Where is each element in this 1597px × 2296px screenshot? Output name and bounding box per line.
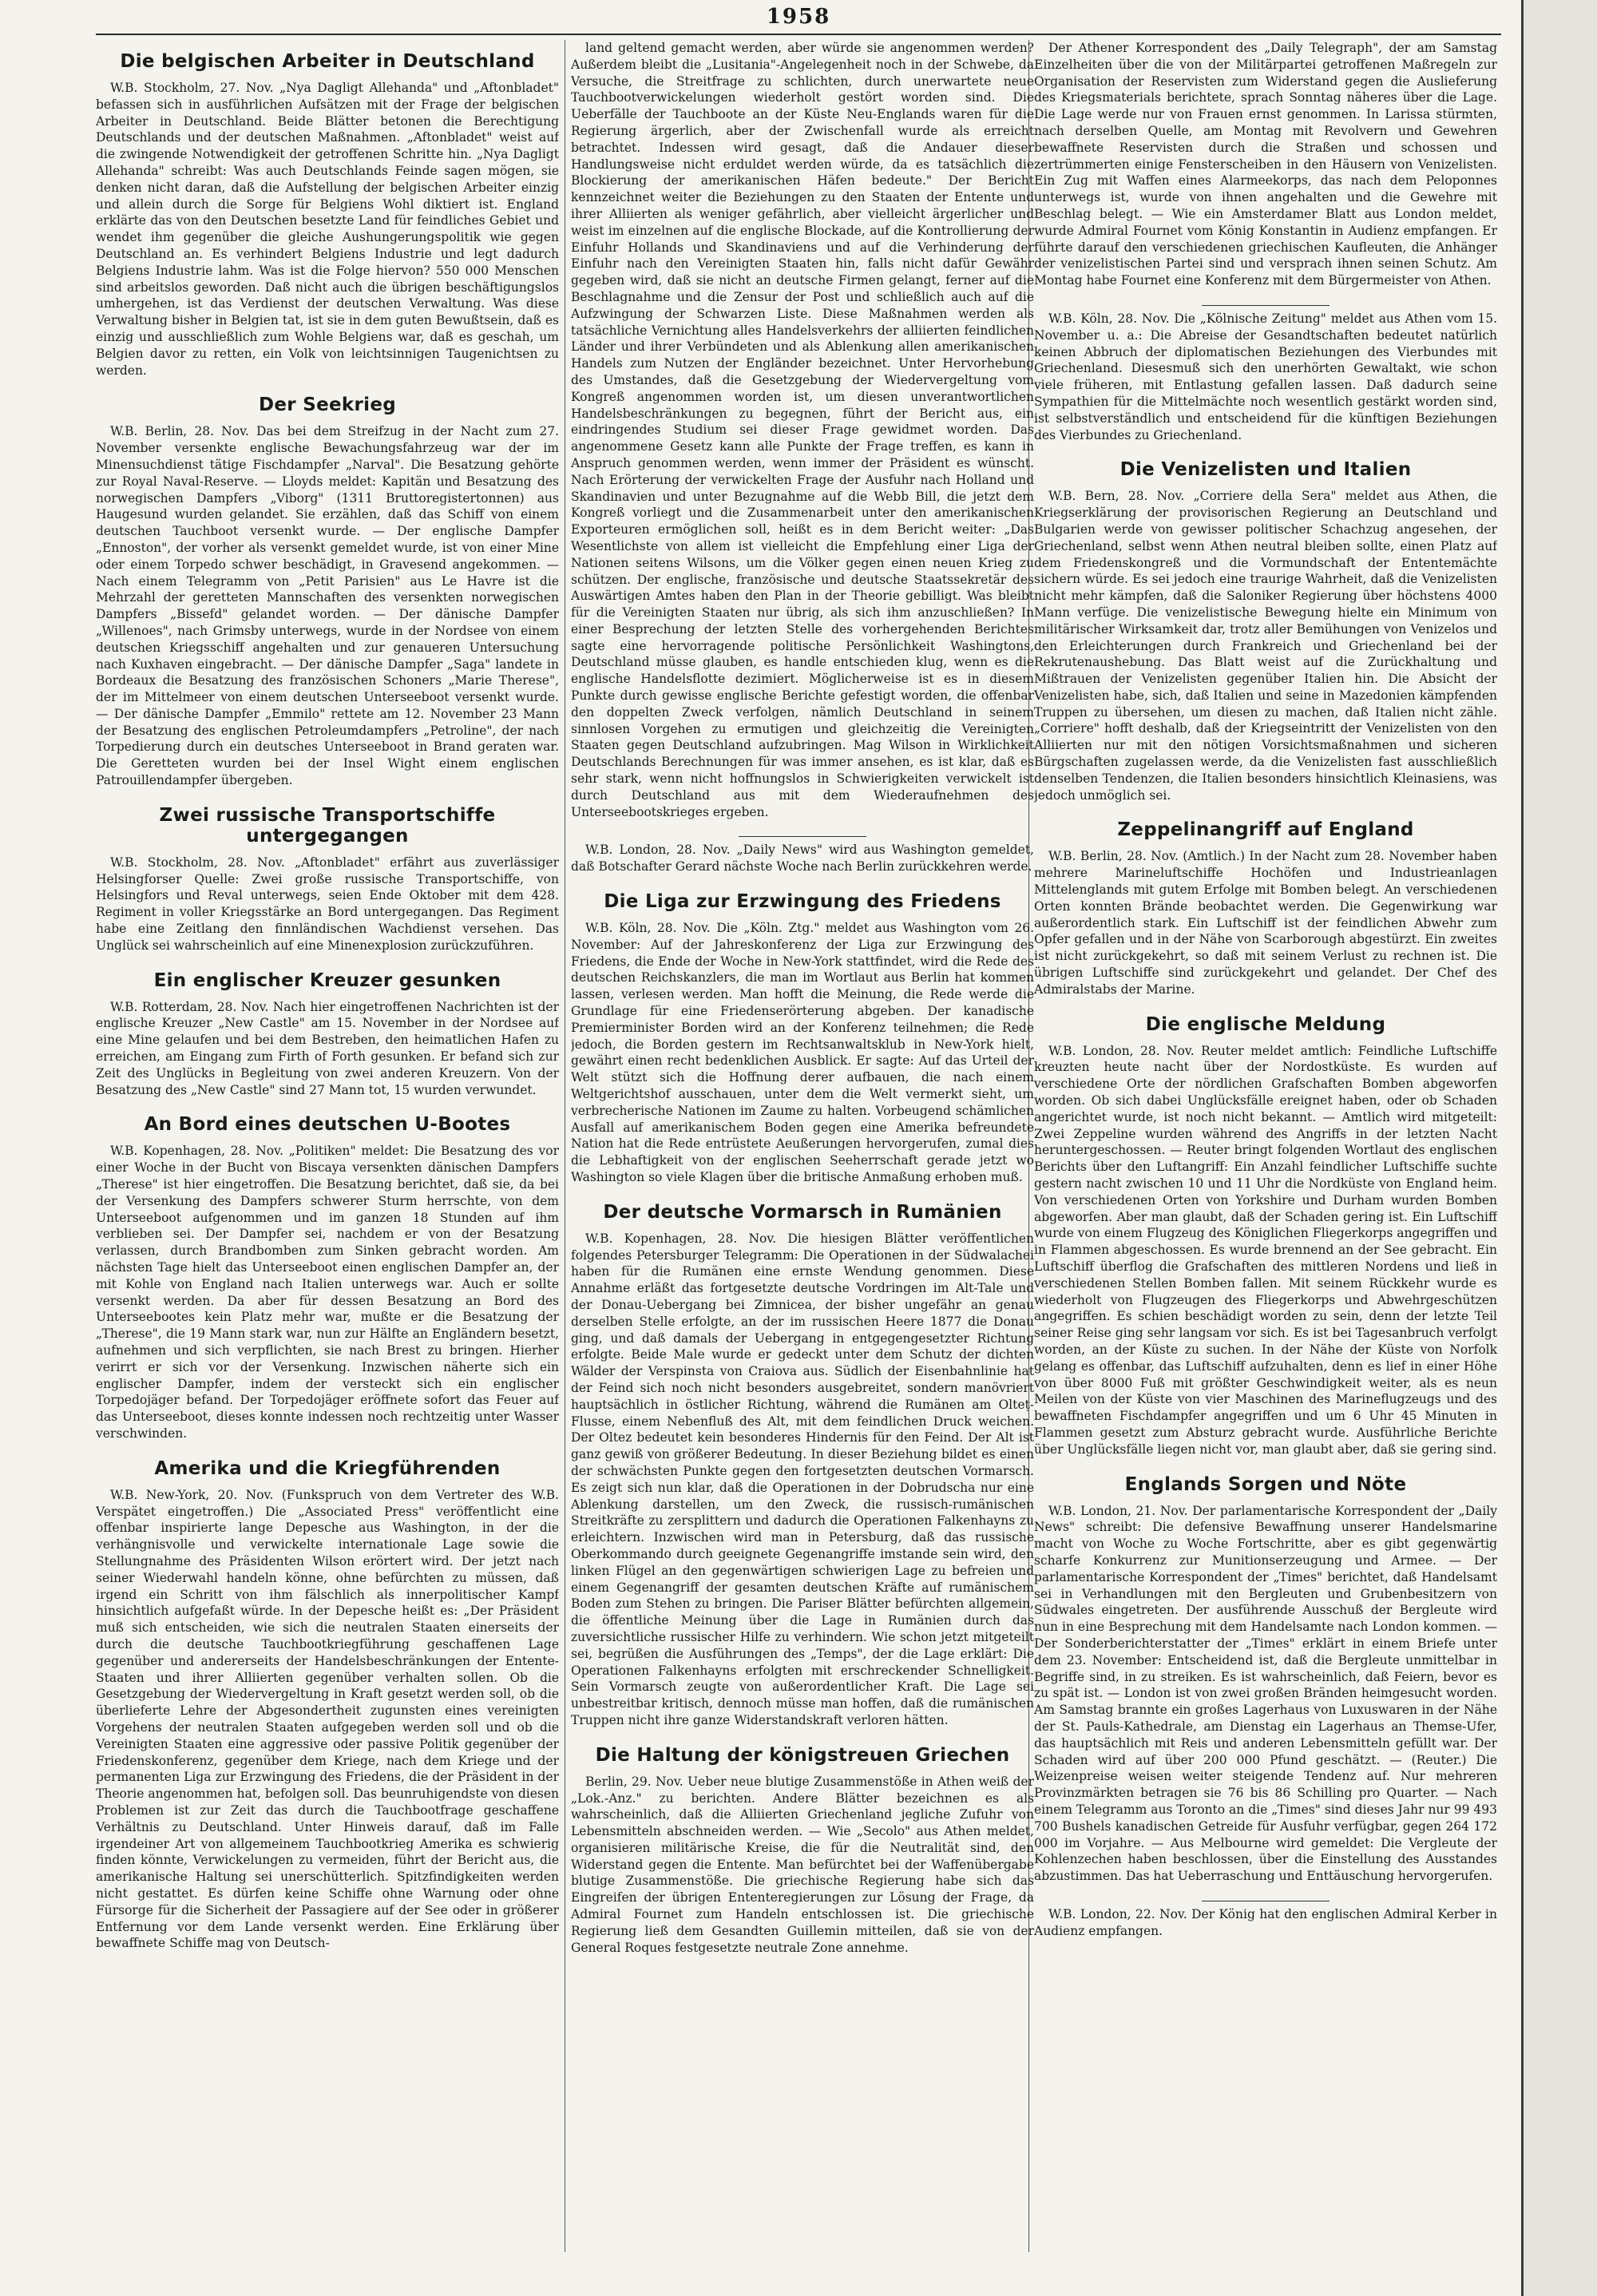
article xyxy=(1034,40,1497,289)
article-headline: Die Liga zur Erzwingung des Friedens xyxy=(604,891,1001,913)
article-body: W.B. Kopenhagen, 28. Nov. „Politiken" meldet: Die Besatzung des vor einer Woche in der Bucht von Biscaya versenkten dänischen Dampfers „Therese" ist hier eingetroffen. Die Besatzung berichtet, daß sie, da bei der Versenkung des Dampfers schwerer Sturm herrschte, von dem Unterseeboot aufgenommen und im ganzen 18 Stunden auf ihm verblieben sei. Der Dampfer sei, nachdem er von der Besatzung verlassen, durch Brandbomben zum Sinken gebracht worden. Am nächsten Tage hielt das Unterseeboot einen englischen Dampfer an, der mit Kohle von England nach Italien unterwegs war. Auch er sollte versenkt werden. Da aber für dessen Besatzung an Bord des Unterseebootes kein Platz mehr war, mußte er die Besatzung der „Therese", die 19 Mann stark war, nun zur Hälfte an Engländern besetzt, aufnehmen und sich verpflichten, sie nach Brest zu bringen. Hierher verirrt er sich vor der Versenkung. Inzwischen näherte sich ein englischer Dampfer, indem der versteckt sich ein englischer Torpedojäger befand. Der Torpedojäger eröffnete sofort das Feuer auf das Unterseeboot, dieses konnte indessen noch rechtzeitig unter Wasser verschwinden. xyxy=(96,1144,559,1441)
article-body: W.B. Stockholm, 27. Nov. „Nya Dagligt Allehanda" und „Aftonbladet" befassen sich in ausführlichen Aufsätzen mit der Frage der belgischen Arbeiter in Deutschland. Beide Blätter betonen die Berechtigung Deutschlands und der deutschen Maßnahmen. „Aftonbladet" weist auf die zwingende Notwendigkeit der getroffenen Schritte hin. „Nya Dagligt Allehanda" schreibt: Was auch Deutschlands Feinde sagen mögen, sie denken nicht daran, daß die Aufstellung der belgischen Arbeiter einzig und allein durch die Sorge für Belgiens Wohl diktiert ist. England erklärte das von den Deutschen besetzte Land für feindliches Gebiet und wendet ihm gegenüber die gleiche Aushungerungspolitik wie gegen Deutschland an. Es verhindert Belgiens Industrie und legt dadurch Belgiens Industrie lahm. Was ist die Folge hiervon? 550 000 Menschen sind arbeitslos geworden. Daß nicht auch die übrigen beschäftigungslos umhergehen, ist das Verdienst der deutschen Verwaltung. Was diese Verwaltung bisher in Belgien tat, ist sie in dem guten Bewußtsein, daß es einzig und ausschließlich zum Wohle Belgiens war, daß es geschah, um Belgien davor zu retten, ein Volk von leichtsinnigen Taugenichtsen zu werden. xyxy=(96,81,559,378)
article-headline: Der deutsche Vormarsch in Rumänien xyxy=(603,1201,1002,1223)
page-number: 1958 xyxy=(766,5,831,29)
article-body: W.B. New-York, 20. Nov. (Funkspruch von dem Vertreter des W.B. Verspätet eingetroffen.) Die „Associated Press" veröffentlicht eine offenbar inspirierte lange Depesche aus Washington, in der die verhängnisvolle und verwickelte internationale Lage sowie die Stellungnahme des Präsidenten Wilson erörtert wird. Der jetzt nach seiner Wiederwahl handeln könne, ohne befürchten zu müssen, daß irgend ein Schritt von ihm fälschlich als innerpolitischer Kampf hinsichtlich aufgefaßt würde. In der Depesche heißt es: „Der Präsident muß sich entscheiden, wie sich die neutralen Staaten einerseits der durch die deutsche Tauchbootkriegführung geschaffenen Lage gegenüber und andererseits der Handelsbeschränkungen der Entente-Staaten und ihrer Alliierten gegenüber verhalten sollen. Ob die Gesetzgebung der Wiedervergeltung in Kraft gesetzt werden soll, ob die überlieferte Lehre der Abgesondertheit zugunsten eines vereinigten Vorgehens der neutralen Staaten aufgegeben werden soll und ob die Vereinigten Staaten eine aggressive oder passive Politik gegenüber der Friedenskonferenz, gegenüber dem Kriege, nach dem Kriege und der permanenten Liga zur Erzwingung des Friedens, die der Präsident in der Theorie angenommen hat, befolgen soll. Das beunruhigendste von diesen Problemen ist zur Zeit das durch die Tauchbootfrage geschaffene Verhältnis zu Deutschland. Unter Hinweis darauf, daß im Falle irgendeiner Art von allgemeinem Tauchbootkrieg Amerika es schwierig finden könnte, Verwickelungen zu vermeiden, führt der Bericht aus, die amerikanische Haltung sei unerschütterlich. Spitzfindigkeiten werden nicht gestattet. Es dürfen keine Schiffe ohne Warnung oder ohne Fürsorge für die Sicherheit der Passagiere auf der See oder in größerer Entfernung vor dem Lande versenkt werden. Eine Erklärung über bewaffnete Schiffe mag von Deutsch- xyxy=(96,1487,559,1951)
article-body: W.B. Bern, 28. Nov. „Corriere della Sera" meldet aus Athen, die Kriegserklärung der provisorischen Regierung an Deutschland und Bulgarien werde von gewisser politischer Schachzug angesehen, der Griechenland, selbst wenn Athen neutral bleiben sollte, einen Platz auf dem Friedenskongreß und die Vormundschaft der Ententemächte sichern würde. Es sei jedoch eine traurige Wahrheit, daß die Venizelisten nicht mehr kämpfen, daß die Saloniker Regierung über höchstens 4000 Mann verfüge. Die venizelistische Bewegung hielte ein Minimum von militärischer Wirksamkeit dar, trotz aller Bemühungen von Venizelos und den Erleichterungen durch Frankreich und Griechenland bei der Rekrutenaushebung. Das Blatt weist auf die Zurückhaltung und Mißtrauen der Venizelisten gegenüber Italien hin. Die Absicht der Venizelisten habe, sich, daß Italien und seine in Mazedonien kämpfenden Truppen zu übersehen, um diesen zu machen, daß Italien nicht zähle. „Corriere" hofft deshalb, daß der Kriegseintritt der Venizelisten von den Alliierten nur mit den nötigen Vorsichtsmaßnahmen und sicheren Bürgschaften zugelassen werde, da die Venizelisten fast ausschließlich denselben Tendenzen, die Italien besonders hinsichtlich Kleinasiens, was jedoch unmöglich sei. xyxy=(1034,489,1497,803)
article-body: land geltend gemacht werden, aber würde sie angenommen werden? Außerdem bleibt die „Lusitania"-Angelegenheit noch in der Schwebe, da Versuche, die Streitfrage zu schlichten, durch unerwartete neue Tauchbootverwickelungen wiederholt gestört worden sind. Die Ueberfälle der Tauchboote an der Küste Neu-Englands waren für die Regierung ärgerlich, aber der Zwischenfall wurde als erreicht betrachtet. Indessen wird gesagt, daß die Andauer dieser Handlungsweise nicht erduldet werden würde, da es tatsächlich die Blockierung der amerikanischen Häfen bedeute." Der Bericht kennzeichnet weiter die Beziehungen zu den Staaten der Entente und ihrer Alliierten als weniger gefährlich, aber vielleicht ärgerlicher und weist im einzelnen auf die englische Blockade, auf die Kontrollierung der Einfuhr Hollands und Skandinaviens und auf die Verhinderung der Einfuhr nach den Vereinigten Staaten hin, falls nicht dafür Gewähr gegeben wird, daß sie nicht an deutsche Firmen gelangt, ferner auf die Beschlagnahme und die Zensur der Post und schließlich auch auf die Aufzwingung der Schwarzen Liste. Diese Maßnahmen werden als tatsächliche Vernichtung alles Handelsverkehrs der alliierten feindlichen Länder und ihrer Verbündeten und als Ablenkung allen amerikanischen Handels zum Nutzen der Engländer bezeichnet. Unter Hervorhebung des Umstandes, daß die Gesetzgebung der Wiedervergeltung vom Kongreß angenommen worden ist, um diesen unverantwortlichen Handelsbeschränkungen zu begegnen, führt der Bericht aus, ein eindringendes Studium sei dieser Frage gewidmet worden. Das angenommene Gesetz kann alle Punkte der Frage treffen, es kann in Anspruch genommen werden, wenn immer der Präsident es wünscht. Nach Erörterung der verwickelten Frage der Ausfuhr nach Holland und Skandinavien und unter Bezugnahme auf die Webb Bill, die jetzt dem Kongreß vorliegt und die Zusammenarbeit unter den amerikanischen Exporteuren ermöglichen soll, heißt es in dem Bericht weiter: „Das Wesentlichste von allem ist vielleicht die Empfehlung einer Liga der Nationen seitens Wilsons, um die Völker gegen einen neuen Krieg zu schützen. Der englische, französische und deutsche Staatssekretär des Auswärtigen Amtes haben den Plan in der Theorie gebilligt. Was bleibt für die Vereinigten Staaten nur übrig, als sich ihm anzuschließen? In einer Besprechung der letzten Stelle des vorhergehenden Berichtes sagte eine hervorragende politische Persönlichkeit Washingtons, Deutschland müsse glauben, es handle entschieden klug, wenn es die englische Handelsflotte dezimiert. Möglicherweise ist es in diesem Punkte durch gewisse englische Berichte gefestigt worden, die offenbar den doppelten Zweck verfolgen, nämlich Deutschland in seinem sinnlosen Vorgehen zu ermutigen und gleichzeitig die Vereinigten Staaten gegen Deutschland aufzubringen. Mag Wilson in Wirklichkeit Deutschlands Berechnungen für was immer ansehen, es ist klar, daß es sehr stark, wenn nicht hoffnungslos in Schwierigkeiten verwickelt ist durch Deutschland aus mit dem Wiederaufnehmen des Unterseebootskrieges ergeben. xyxy=(571,41,1034,819)
article-headline: Amerika und die Kriegführenden xyxy=(154,1457,501,1479)
article-headline: Die belgischen Arbeiter in Deutschland xyxy=(120,51,535,72)
article-body: Berlin, 29. Nov. Ueber neue blutige Zusammenstöße in Athen weiß der „Lok.-Anz." zu berichten. Andere Blätter bezeichnen es als wahrscheinlich, daß die Alliierten Griechenland jegliche Zufuhr von Lebensmitteln abschneiden werden. — Wie „Secolo" aus Athen meldet, organisieren militärische Kreise, die für die Neutralität sind, den Widerstand gegen die Entente. Man befürchtet bei der Waffenübergabe blutige Zusammenstöße. Die griechische Regierung habe sich das Eingreifen der übrigen Ententeregierungen zur Lösung der Frage, da Admiral Fournet zum Handeln entschlossen ist. Die griechische Regierung ließ dem Gesandten Guillemin mitteilen, daß sie von der General Roques festgesetzte neutrale Zone annehme. xyxy=(571,1774,1034,1955)
article xyxy=(571,1745,1034,1957)
article xyxy=(96,395,559,789)
article-headline: Englands Sorgen und Nöte xyxy=(1124,1473,1407,1495)
column-right xyxy=(1034,40,1497,2252)
article-body: W.B. London, 21. Nov. Der parlamentarische Korrespondent der „Daily News" schreibt: Die defensive Bewaffnung unserer Handelsmarine macht von Woche zu Woche Fortschritte, aber es gibt gegenwärtig scharfe Konkurrenz zur Munitionserzeugung und Armee. — Der parlamentarische Korrespondent der „Times" berichtet, daß Handelsamt sei in Verhandlungen mit den Bergleuten und Grubenbesitzern von Südwales eingetreten. Der ausführende Ausschuß der Bergleute wird nun in eine Besprechung mit dem Handelsamte nach London kommen. — Der Sonderberichterstatter der „Times" erklärt in einem Briefe unter dem 23. November: Entscheidend ist, daß die Bergleute unmittelbar in Begriffe sind, in zu streiken. Es ist wahrscheinlich, daß Feiern, bevor es zu spät ist. — London ist von zwei großen Bränden heimgesucht worden. Am Samstag brannte ein großes Lagerhaus von Luxuswaren in der Nähe der St. Pauls-Kathedrale, am Dienstag ein Lagerhaus an Themse-Ufer, das hauptsächlich mit Reis und anderen Lebensmitteln gefüllt war. Der Schaden wird auf über 200 000 Pfund geschätzt. — (Reuter.) Die Weizenpreise weisen weiter steigende Tendenz auf. Nur mehreren Provinzmärkten betragen sie 76 bis 86 Schilling pro Quarter. — Nach einem Telegramm aus Toronto an die „Times" sind dieses Jahr nur 99 493 700 Bushels kanadischen Getreide für Ausfuhr verfügbar, gegen 264 172 000 im Vorjahre. — Aus Melbourne wird gemeldet: Die Vergleute der Kohlenzechen haben beschlossen, über die Einstellung des Ausstandes abzustimmen. Das hat Ueberraschung und Enttäuschung hervorgerufen. xyxy=(1034,1503,1497,1884)
article-headline: Der Seekrieg xyxy=(259,395,396,416)
article-body: W.B. Berlin, 28. Nov. Das bei dem Streifzug in der Nacht zum 27. November versenkte englische Bewachungsfahrzeug war der im Minensuchdienst tätige Fischdampfer „Narval". Die Besatzung gehörte zur Royal Naval-Reserve. — Lloyds meldet: Kapitän und Besatzung des norwegischen Dampfers „Viborg" (1311 Bruttoregistertonnen) aus Haugesund wurden gelandet. Sie erzählen, daß das Schiff von einem deutschen Tauchboot versenkt wurde. — Der englische Dampfer „Ennoston", der vorher als versenkt gemeldet wurde, ist von einer Mine oder einem Torpedo schwer beschädigt, in Gravesend angekommen. — Nach einem Telegramm von „Petit Parisien" aus Le Havre ist die Mehrzahl der geretteten Mannschaften des versenkten norwegischen Dampfers „Bissefd" gelandet worden. — Der dänische Dampfer „Willenoes", nach Grimsby unterwegs, wurde in der Nordsee von einem deutschen Kriegsschiff angehalten und zur genaueren Untersuchung nach Kuxhaven eingebracht. — Der dänische Dampfer „Saga" landete in Bordeaux die Besatzung des französischen Schoners „Marie Therese", der im Mittelmeer von einem deutschen Unterseeboot versenkt wurde. — Der dänische Dampfer „Emmilo" rettete am 12. November 23 Mann der Besatzung des englischen Petroleumdampfers „Petroline", der nach Torpedierung durch ein deutsches Unterseeboot in Brand geraten war. Die Geretteten wurden bei der Insel Wight einem englischen Patrouillendampfer übergeben. xyxy=(96,424,559,788)
article-body: W.B. Stockholm, 28. Nov. „Aftonbladet" erfährt aus zuverlässiger Helsingforser Quelle: Zwei große russische Transportschiffe, von Helsingfors und Reval unterwegs, seien Ende Oktober mit dem 428. Regiment in voller Kriegsstärke an Bord untergegangen. Das Regiment habe eine Zeitlang den finnländischen Wachdienst versehen. Das Unglück sei wahrscheinlich auf eine Minenexplosion zurückzuführen. xyxy=(96,855,559,953)
article-headline: Zwei russische Transportschiffe untergegangen xyxy=(159,804,496,847)
adjacent-page-edge xyxy=(1521,0,1597,2296)
article xyxy=(96,1458,559,1952)
article xyxy=(96,805,559,954)
article-body: W.B. Köln, 28. Nov. Die „Köln. Ztg." meldet aus Washington vom 26. November: Auf der Jahreskonferenz der Liga zur Erzwingung des Friedens, die Ende der Woche in New-York stattfindet, wird die Rede des deutschen Reichskanzlers, die man im Wortlaut aus Berlin hat kommen lassen, verlesen werden. Man hofft die Meinung, die Rede werde die Grundlage für eine Friedenserörterung abgeben. Der kanadische Premierminister Borden wird an der Konferenz teilnehmen; die Rede jedoch, die Borden gestern im Rechtsanwaltsklub in New-York hielt, gewährt einen recht bedenklichen Ausblick. Er sagte: Auf das Urteil der Welt stützt sich die Hoffnung derer aufbauen, die nach einem Weltgerichtshof ausschauen, unter dem die Welt vermerkt sieht, um verbrecherische Nationen im Zaume zu halten. Vorbeugend schämlichen Ausfall auf amerikanischem Boden gegen eine Amerika befreundete Nation hat die Rede entrüstete Aeußerungen hervorgerufen, zumal dies die Lebhaftigkeit von der englischen Seeherrschaft gerade jetzt wo Washington so viele Klagen über die britische Anmaßung erhoben muß. xyxy=(571,921,1034,1184)
article xyxy=(1034,1014,1497,1458)
article xyxy=(1034,1901,1497,1940)
article-headline: An Bord eines deutschen U-Bootes xyxy=(144,1114,511,1136)
article-separator xyxy=(1202,305,1330,306)
article xyxy=(96,970,559,1099)
article-body: W.B. Köln, 28. Nov. Die „Kölnische Zeitung" meldet aus Athen vom 15. November u. a.: Die Abreise der Gesandtschaften bedeutet natürlich keinen Abbruch der diplomatischen Beziehungen des Vierbundes mit Griechenland. Diesesmuß sich den unerhörten Gewaltakt, wie schon viele früheren, mit Entlastung gefallen lassen. Daß dadurch seine Sympathien für die Mittelmächte noch wesentlich gestärkt worden sind, ist selbstverständlich und entscheidend für die künftigen Beziehungen des Vierbundes zu Griechenland. xyxy=(1034,311,1497,442)
article xyxy=(1034,819,1497,997)
article-body: W.B. Berlin, 28. Nov. (Amtlich.) In der Nacht zum 28. November haben mehrere Marineluftschiffe Hochöfen und Industrieanlagen Mittelenglands mit gutem Erfolge mit Bomben belegt. An verschiedenen Orten konnten Brände beobachtet werden. Die Gegenwirkung war außerordentlich stark. Ein Luftschiff ist der feindlichen Abwehr zum Opfer gefallen und in der Nähe von Scarborough abgestürzt. Ein zweites ist nicht zurückgekehrt, so daß mit seinem Verlust zu rechnen ist. Die übrigen Luftschiffe sind zurückgekehrt und gelandet. Der Chef des Admiralstabs der Marine. xyxy=(1034,849,1497,997)
top-rule xyxy=(96,34,1501,35)
article-headline: Die Haltung der königstreuen Griechen xyxy=(595,1744,1010,1766)
article xyxy=(1034,1474,1497,1885)
article-body: W.B. Rotterdam, 28. Nov. Nach hier eingetroffenen Nachrichten ist der englische Kreuzer „New Castle" am 15. November in der Nordsee auf eine Mine gelaufen und bei dem Bestreben, den heimatlichen Hafen zu erreichen, am Eingang zum Firth of Forth gesunken. Er befand sich zur Zeit des Unglücks in Begleitung von zwei anderen Kreuzern. Von der Besatzung des „New Castle" sind 27 Mann tot, 15 wurden verwundet. xyxy=(96,999,559,1097)
article-body: W.B. London, 28. Nov. „Daily News" wird aus Washington gemeldet, daß Botschafter Gerard nächste Woche nach Berlin zurückkehren werde. xyxy=(571,843,1034,874)
column-left xyxy=(96,40,559,2252)
column-middle xyxy=(571,40,1034,2252)
article xyxy=(571,836,1034,875)
article-body: W.B. London, 28. Nov. Reuter meldet amtlich: Feindliche Luftschiffe kreuzten heute nacht über der Nordostküste. Es wurden auf verschiedene Orte der nördlichen Grafschaften Bomben abgeworfen worden. Ob sich dabei Unglücksfälle ereignet haben, oder ob Schaden angerichtet wurde, ist noch nicht bekannt. — Amtlich wird mitgeteilt: Zwei Zeppeline wurden während des Angriffs in der letzten Nacht heruntergeschossen. — Reuter bringt folgenden Wortlaut des englischen Berichts über den Luftangriff: Ein Anzahl feindlicher Luftschiffe suchte gestern nacht zwischen 10 und 11 Uhr die Nordküste von England heim. Von verschiedenen Orten von Yorkshire und Durham wurden Bomben abgeworfen. Aber man glaubt, daß der Schaden gering ist. Ein Luftschiff wurde von einem Flugzeug des Königlichen Fliegerkorps angegriffen und in Flammen abgeschossen. Es wurde brennend an der See gebracht. Ein Luftschiff überflog die Grafschaften des mittleren Nordens und ließ in verschiedenen Stellen Bomben fallen. Mit seinem Rückkehr wurde es wiederholt von Flugzeugen des Fliegerkorps und Abwehrgeschützen angegriffen. Es schien beschädigt worden zu sein, denn der letzte Teil seiner Reise ging sehr langsam vor sich. Es ist bei Tagesanbruch verfolgt worden, an der Küste zu suchen. In der Nähe der Küste von Norfolk gelang es offenbar, das Luftschiff aufzuhalten, denn es lief in einer Höhe von über 8000 Fuß mit größter Geschwindigkeit weiter, als es neun Meilen von der Küste von vier Maschinen des Marineflugzeugs und des bewaffneten Fischdampfer angegriffen und um 6 Uhr 45 Minuten in Flammen gesetzt zum Absturz gebracht wurde. Ausführliche Berichte über Unglücksfälle liegen nicht vor, man glaubt aber, daß sie gering sind. xyxy=(1034,1043,1497,1457)
article-body: W.B. London, 22. Nov. Der König hat den englischen Admiral Kerber in Audienz empfangen. xyxy=(1034,1906,1497,1938)
article xyxy=(1034,459,1497,803)
article-headline: Ein englischer Kreuzer gesunken xyxy=(153,970,501,991)
article xyxy=(571,1202,1034,1729)
article-body: W.B. Kopenhagen, 28. Nov. Die hiesigen Blätter veröffentlichen folgendes Petersburger Telegramm: Die Operationen in der Südwalachei haben für die Rumänen eine ernste Wendung genommen. Diese Annahme erläßt das fortgesetzte deutsche Vordringen im Alt-Tale und der Donau-Uebergang bei Zimnicea, der bisher ungefähr an genau derselben Stelle erfolgte, an der im russischen Heere 1877 die Donau ging, und daß damals der Uebergang in entgegengesetzter Richtung erfolgte. Beide Male wurde er gedeckt unter dem Schutz der dichten Wälder der Verspinsta von Craiova aus. Südlich der Eisenbahnlinie hat der Feind sich noch nicht besonders ausgebreitet, sondern manövriert hauptsächlich in östlicher Richtung, während die Rumänen am Olteț-Flusse, einem Nebenfluß des Alt, mit dem feindlichen Druck weichen. Der Oltez bedeutet kein besonderes Hindernis für den Feind. Der Alt ist ganz gewiß von größerer Bedeutung. In dieser Beziehung bildet es einen der schwächsten Punkte gegen den fortgesetzten deutschen Vormarsch. Es zeigt sich nun klar, daß die Operationen in der Dobrudscha nur eine Ablenkung darstellen, um den Zweck, die russisch-rumänischen Streitkräfte zu zersplittern und dadurch die Operationen Falkenhayns zu erleichtern. Inzwischen wird man in Petersburg, daß das russische Oberkommando durch geeignete Gegenangriffe imstande sein wird, den linken Flügel an den gegenwärtigen schwierigen Lage zu befreien und einem Gegenangriff der gesamten deutschen Kräfte auf rumänischem Boden zum Stehen zu bringen. Die Pariser Blätter befürchten allgemein, die öffentliche Meinung über die Lage in Rumänien durch das zuversichtliche russischer Hilfe zu verhindern. Wie schon jetzt mitgeteilt sei, begrüßen die Ausführungen des „Temps", der die Lage erklärt: Die Operationen Falkenhayns erfolgten mit erschreckender Schnelligkeit. Sein Vormarsch zeugte von außerordentlicher Kraft. Die Lage sei unbestreitbar kritisch, dennoch müsse man hoffen, daß die rumänischen Truppen nicht ihre ganze Widerstandskraft verloren hätten. xyxy=(571,1231,1034,1727)
article-separator xyxy=(739,836,866,837)
article xyxy=(571,891,1034,1186)
article-headline: Die englische Meldung xyxy=(1145,1013,1386,1035)
article xyxy=(96,51,559,379)
article xyxy=(571,40,1034,820)
article-body: Der Athener Korrespondent des „Daily Telegraph", der am Samstag Einzelheiten über die von der Militärpartei getroffenen Maßregeln zur Organisation der Reservisten zum Widerstand gegen die Auslieferung des Kriegsmaterials berichtete, sprach Sonntag näheres über die Lage. Die Lage werde nur von Frauen ernst genommen. In Larissa stürmten, nach derselben Quelle, am Montag mit Revolvern und Gewehren bewaffnete Reservisten durch die Straßen und schossen und zertrümmerten einige Fensterscheiben in den Häusern von Venizelisten. Ein Zug mit Waffen eines Alarmeekorps, das nach dem Peloponnes unterwegs ist, wurde von ihnen angehalten und die Gewehre mit Beschlag belegt. — Wie ein Amsterdamer Blatt aus London meldet, wurde Admiral Fournet vom König Konstantin in Audienz empfangen. Er führte darauf den verschiedenen griechischen Kaufleuten, die Anhänger der venizelistischen Partei sind und versprach ihnen seinen Schutz. Am Montag habe Fournet eine Konferenz mit dem Bürgermeister von Athen. xyxy=(1034,41,1497,288)
article-headline: Zeppelinangriff auf England xyxy=(1117,819,1414,841)
article xyxy=(96,1114,559,1441)
article-headline: Die Venizelisten und Italien xyxy=(1119,459,1412,481)
article xyxy=(1034,305,1497,443)
